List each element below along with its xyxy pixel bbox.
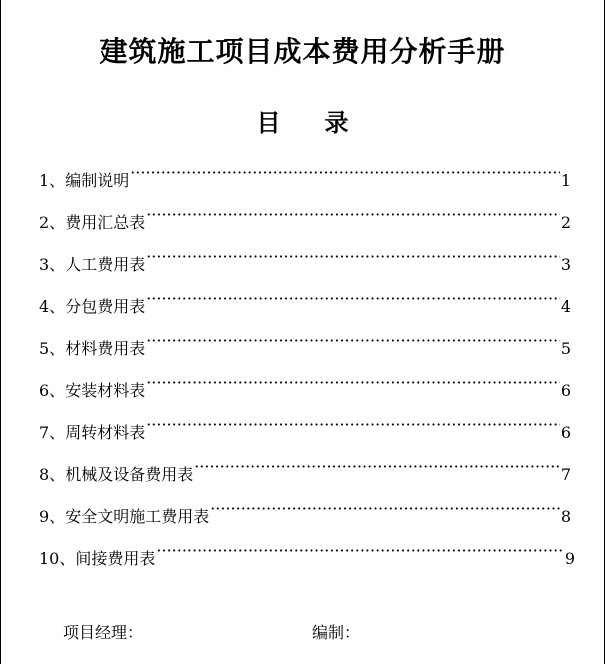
toc-dot-leader xyxy=(156,538,563,564)
toc-entry-page: 8 xyxy=(560,507,571,526)
toc-dot-leader xyxy=(130,160,560,186)
project-manager-label: 项目经理： xyxy=(63,623,144,642)
toc-entry-number: 6、 xyxy=(39,381,66,400)
toc-entry-number: 2、 xyxy=(39,213,66,232)
toc-dot-leader xyxy=(146,202,560,228)
toc-entry[interactable] xyxy=(39,496,571,538)
toc-entry[interactable] xyxy=(39,286,571,328)
toc-entry-label: 费用汇总表 xyxy=(65,213,146,232)
toc-entry-number: 5、 xyxy=(39,339,66,358)
toc-dot-leader xyxy=(146,286,560,312)
toc-entry-number: 4、 xyxy=(39,297,66,316)
toc-entry-label: 间接费用表 xyxy=(75,549,156,568)
toc-dot-leader xyxy=(146,244,560,270)
toc-entry-page: 5 xyxy=(560,339,571,358)
toc-entry-label: 周转材料表 xyxy=(65,423,146,442)
toc-entry-label: 编制说明 xyxy=(65,171,130,190)
toc-entry-label: 材料费用表 xyxy=(65,339,146,358)
toc-entry-label: 安装材料表 xyxy=(65,381,146,400)
toc-entry[interactable] xyxy=(39,538,575,580)
toc-entry-number: 10、 xyxy=(39,549,76,568)
toc-dot-leader xyxy=(146,328,560,354)
toc-dot-leader xyxy=(146,370,560,396)
toc-entry-page: 6 xyxy=(560,381,571,400)
toc-entry[interactable] xyxy=(39,202,571,244)
toc-entry-label: 分包费用表 xyxy=(65,297,146,316)
toc-entry[interactable] xyxy=(39,412,571,454)
toc-dot-leader xyxy=(210,496,560,522)
toc-entry-number: 1、 xyxy=(39,171,66,190)
toc-dot-leader xyxy=(146,412,560,438)
toc-entry[interactable] xyxy=(39,244,571,286)
toc-entry[interactable] xyxy=(39,160,571,202)
toc-entry-number: 3、 xyxy=(39,255,66,274)
toc-dot-leader xyxy=(194,454,560,480)
toc-entry-page: 9 xyxy=(564,549,575,568)
toc-entry-page: 4 xyxy=(560,297,571,316)
toc-heading xyxy=(1,106,604,140)
toc-entry[interactable] xyxy=(39,328,571,370)
toc-entry-label: 安全文明施工费用表 xyxy=(65,507,210,526)
toc-entry-page: 2 xyxy=(560,213,571,232)
toc-entry-page: 7 xyxy=(560,465,571,484)
toc-entry-page: 3 xyxy=(560,255,571,274)
editor-label: 编制： xyxy=(312,623,361,642)
toc-entry-label: 机械及设备费用表 xyxy=(65,465,194,484)
toc-entry-label: 人工费用表 xyxy=(65,255,146,274)
toc-entry-page: 6 xyxy=(560,423,571,442)
toc-entry-number: 7、 xyxy=(39,423,66,442)
toc-heading-right: 录 xyxy=(324,108,349,137)
toc-heading-left: 目 xyxy=(256,108,281,137)
document-title: 建筑施工项目成本费用分析手册 xyxy=(99,35,506,68)
toc-entry[interactable] xyxy=(39,454,571,496)
table-of-contents xyxy=(39,160,575,580)
toc-entry-number: 9、 xyxy=(39,507,66,526)
toc-entry-page: 1 xyxy=(560,171,571,190)
toc-entry-number: 8、 xyxy=(39,465,66,484)
toc-entry[interactable] xyxy=(39,370,571,412)
